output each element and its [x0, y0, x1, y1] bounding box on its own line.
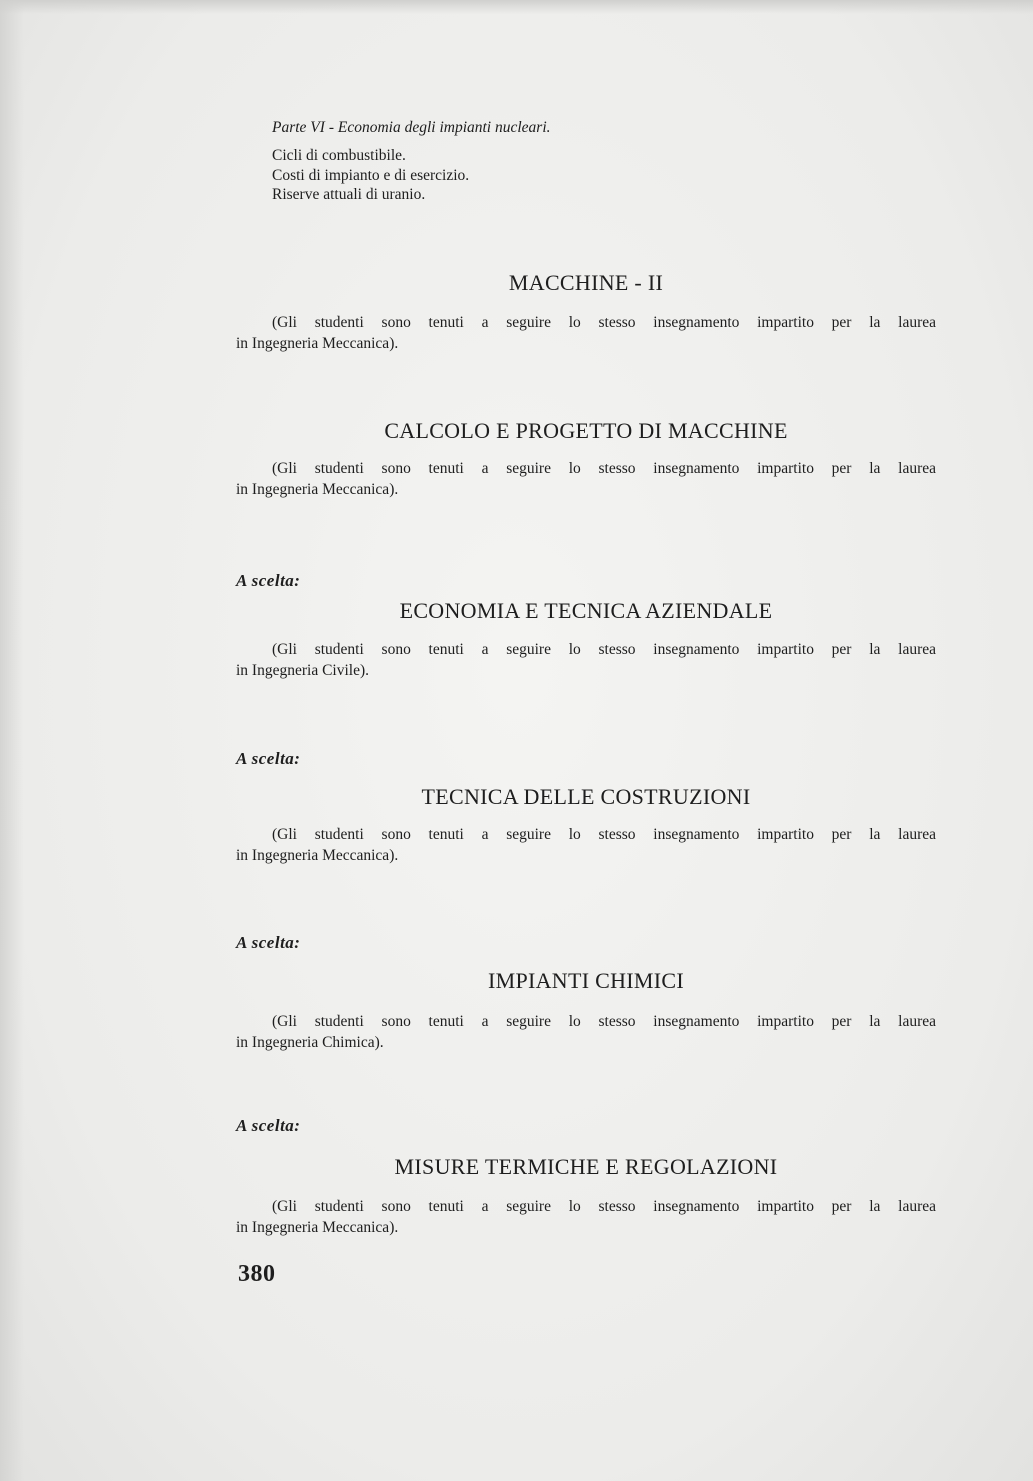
note-line: in Ingegneria Meccanica).	[236, 846, 399, 864]
note-line: (Gli studenti sono tenuti a seguire lo stesso insegnamento impartito per la laurea	[272, 826, 936, 843]
section-note-macchine-ii	[236, 313, 936, 354]
section-heading-macchine-ii: MACCHINE - II	[508, 270, 664, 295]
page-edge-shadow-top	[0, 0, 1033, 14]
section-note-misure-termiche	[236, 1197, 936, 1238]
section-note-tecnica-costruzioni	[236, 825, 936, 866]
section-note-impianti-chimici	[236, 1012, 936, 1053]
part-topic-item: Cicli di combustibile.	[272, 147, 406, 164]
section-heading-calcolo-progetto: CALCOLO E PROGETTO DI MACCHINE	[384, 418, 788, 443]
elective-label: A scelta:	[236, 933, 301, 952]
note-line: (Gli studenti sono tenuti a seguire lo stesso insegnamento impartito per la laurea	[272, 1013, 936, 1030]
section-heading-tecnica-costruzioni: TECNICA DELLE COSTRUZIONI	[421, 784, 751, 809]
section-heading-economia-tecnica: ECONOMIA E TECNICA AZIENDALE	[399, 598, 773, 623]
part-topic-list	[272, 146, 469, 205]
part-topic-item: Costi di impianto e di esercizio.	[272, 166, 470, 184]
note-line: in Ingegneria Chimica).	[236, 1033, 384, 1051]
note-line: in Ingegneria Civile).	[236, 661, 369, 679]
section-heading-misure-termiche: MISURE TERMICHE E REGOLAZIONI	[394, 1154, 778, 1179]
note-line: in Ingegneria Meccanica).	[236, 334, 399, 352]
part-title: Parte VI - Economia degli impianti nucleari.	[272, 119, 551, 136]
note-line: in Ingegneria Meccanica).	[236, 1218, 399, 1236]
page-edge-shadow-left	[0, 0, 24, 1481]
part-topic-item: Riserve attuali di uranio.	[272, 186, 426, 203]
note-line: (Gli studenti sono tenuti a seguire lo stesso insegnamento impartito per la laurea	[272, 1198, 936, 1215]
note-line: (Gli studenti sono tenuti a seguire lo stesso insegnamento impartito per la laurea	[272, 460, 936, 477]
note-line: (Gli studenti sono tenuti a seguire lo stesso insegnamento impartito per la laurea	[272, 641, 936, 658]
section-note-calcolo-progetto	[236, 459, 936, 500]
elective-label: A scelta:	[236, 749, 301, 768]
section-heading-impianti-chimici: IMPIANTI CHIMICI	[487, 968, 685, 993]
section-note-economia-tecnica	[236, 640, 936, 681]
elective-label: A scelta:	[236, 1116, 301, 1135]
note-line: in Ingegneria Meccanica).	[236, 480, 399, 498]
elective-label: A scelta:	[236, 571, 301, 590]
note-line: (Gli studenti sono tenuti a seguire lo stesso insegnamento impartito per la laurea	[272, 314, 936, 331]
page-number: 380	[238, 1261, 276, 1287]
